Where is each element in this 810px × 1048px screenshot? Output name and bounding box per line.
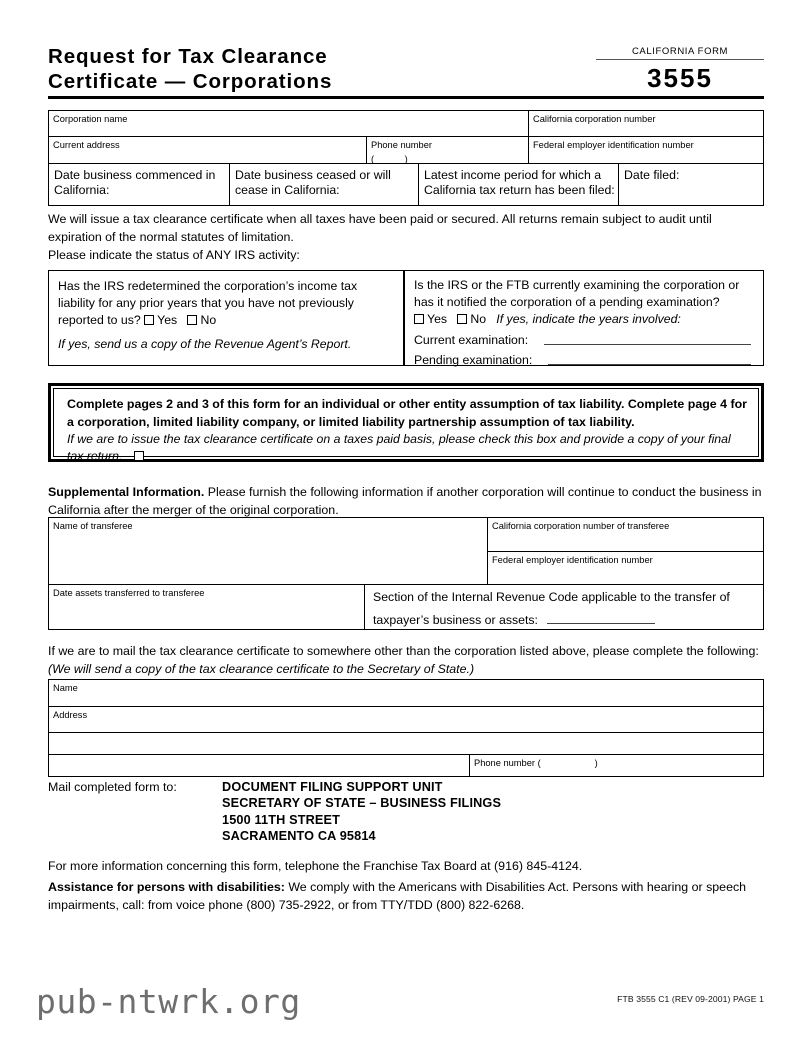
irc-section-line-2 [373,612,757,629]
irs-redetermination-no-label: No [200,313,217,328]
transferee-federal-ein-label: Federal employer identification number [492,555,653,565]
field-california-corporation-number[interactable] [528,111,763,136]
assumption-instruction-inner [53,388,759,464]
current-examination-label: Current examination: [414,332,529,347]
form-number: 3555 [647,63,713,93]
field-current-address[interactable] [49,136,366,163]
irc-section-line-2-text: taxpayer’s business or assets: [373,613,538,627]
mailing-intro-italic: (We will send a copy of the tax clearance certificate to the Secretary of State.) [48,661,475,676]
mail-to-line-1: DOCUMENT FILING SUPPORT UNIT [222,780,443,794]
irs-redetermination-no-checkbox[interactable] [187,315,197,325]
current-examination-input[interactable] [544,333,751,345]
irs-examination-no-checkbox[interactable] [457,314,467,324]
field-federal-ein[interactable] [528,136,763,163]
phone-number-label: Phone number [371,140,432,150]
california-corporation-number-label: California corporation number [533,114,656,124]
disability-assistance-text [48,879,764,914]
mailing-intro-plain: If we are to mail the tax clearance certificate to somewhere other than the corporation listed above, please complete the following: [48,644,759,658]
irs-activity-prompt: Please indicate the status of ANY IRS activity: [48,248,300,262]
date-business-ceased-label: Date business ceased or will cease in California: [235,168,391,197]
supplemental-body: Please furnish the following information if another corporation will continue to conduct the business in California after the merger of the original corporation. [48,485,762,517]
field-name-of-transferee[interactable] [49,518,487,584]
more-information-text: For more information concerning this form, telephone the Franchise Tax Board at (916) 845-4124. [48,859,583,873]
assumption-instruction-italic [67,431,748,465]
title-line-2: Certificate — Corporations [48,70,333,93]
field-date-assets-transferred[interactable] [49,584,364,629]
date-filed-label: Date filed: [624,168,680,182]
irc-section-line-1: Section of the Internal Revenue Code applicable to the transfer of [373,590,730,604]
irs-redetermination-question-text: Has the IRS redetermined the corporation’s income tax liability for any prior years that you have not previously reported to us? [58,279,358,328]
field-irc-section[interactable] [364,584,763,629]
date-business-commenced-label: Date business commenced in California: [54,168,216,197]
mail-to-line-3: 1500 11TH STREET [222,812,341,827]
alternate-mailing-grid [48,679,764,777]
phone-number-parens: ( ) [371,154,422,164]
field-date-business-ceased[interactable] [229,163,418,205]
irs-redetermination-yes-checkbox[interactable] [144,315,154,325]
irs-examination-answers [414,311,755,328]
disability-assistance-heading: Assistance for persons with disabilities: [48,880,285,894]
field-date-filed[interactable] [618,163,763,205]
irs-redetermination-box [48,270,404,366]
irs-examination-no-label: No [470,312,487,327]
intro-paragraph: We will issue a tax clearance certificate when all taxes have been paid or secured. All returns remain subject to audit until expiration of the normal statutes of limitation. [48,212,712,244]
alternate-phone-close: ) [594,758,598,768]
corporation-name-label: Corporation name [53,114,128,124]
alternate-name-label: Name [53,683,78,693]
field-alternate-address[interactable] [49,706,763,732]
assumption-instruction-box [48,383,764,462]
header-divider [48,96,764,99]
field-ca-corp-number-transferee[interactable] [487,518,763,551]
alternate-address-label: Address [53,710,88,720]
name-of-transferee-label: Name of transferee [53,521,133,531]
irs-examination-box [404,270,764,366]
ca-corp-number-transferee-label: California corporation number of transferee [492,521,670,531]
pending-examination-input[interactable] [548,353,751,365]
pending-examination-label: Pending examination: [414,352,533,367]
alternate-phone-label-text: Phone number ( [474,758,541,768]
supplemental-heading: Supplemental Information. [48,485,205,499]
corporation-info-grid [48,110,764,206]
field-date-business-commenced[interactable] [49,163,229,205]
title-line-1: Request for Tax Clearance [48,45,328,68]
date-assets-transferred-label: Date assets transferred to transferee [53,588,205,598]
irs-redetermination-question [58,278,395,330]
form-revision-footnote: FTB 3555 C1 (REV 09-2001) PAGE 1 [617,994,764,1004]
field-phone-number[interactable] [366,136,528,163]
pending-examination-row[interactable] [414,352,755,369]
current-examination-row[interactable] [414,332,755,349]
revenue-agent-report-note: If yes, send us a copy of the Revenue Agent’s Report. [58,336,352,351]
form-identifier [596,46,764,93]
irs-examination-yes-checkbox[interactable] [414,314,424,324]
form-caption: CALIFORNIA FORM [596,46,764,60]
page-title [48,44,468,94]
mail-to-label: Mail completed form to: [48,780,177,794]
field-transferee-federal-ein[interactable] [487,551,763,584]
irc-section-input[interactable] [547,623,655,624]
field-alternate-address-line-2[interactable] [49,732,763,754]
field-alternate-phone-number[interactable] [469,754,763,776]
field-corporation-name[interactable] [49,111,528,136]
assumption-instruction-bold: Complete pages 2 and 3 of this form for an individual or other entity assumption of tax liability. Complete page 4 for a corporation, limited liability company, or limited liability partnership assumption of tax liability. [67,397,747,429]
taxes-paid-basis-text: If we are to issue the tax clearance certificate on a taxes paid basis, please check this box and provide a copy of your final tax return. [67,432,731,464]
alternate-phone-label [470,755,763,769]
field-latest-income-period[interactable] [418,163,618,205]
transferee-grid [48,517,764,630]
federal-ein-label: Federal employer identification number [533,140,694,150]
irs-examination-yes-label: Yes [427,312,448,327]
irs-redetermination-yes-label: Yes [157,313,178,328]
irs-examination-question: Is the IRS or the FTB currently examining the corporation or has it notified the corporation of a pending examination? [414,278,740,310]
disability-assistance-body: We comply with the Americans with Disabilities Act. Persons with hearing or speech impairments, call: from voice phone (800) 735-2922, or from TTY/TDD (800) 822-6268. [48,880,747,912]
mail-to-line-2: SECRETARY OF STATE – BUSINESS FILINGS [222,796,502,811]
taxes-paid-basis-checkbox[interactable] [134,451,144,461]
supplemental-intro [48,484,764,519]
mailing-intro [48,643,764,678]
mail-to-address [222,779,501,845]
watermark: pub-ntwrk.org [36,982,301,1021]
latest-income-period-label: Latest income period for which a California tax return has been filed: [424,168,615,197]
current-address-label: Current address [53,140,120,150]
examination-years-note: If yes, indicate the years involved: [496,312,681,327]
field-alternate-city-state-zip[interactable] [49,754,469,776]
mail-to-line-4: SACRAMENTO CA 95814 [222,829,376,844]
field-alternate-name[interactable] [49,680,763,706]
